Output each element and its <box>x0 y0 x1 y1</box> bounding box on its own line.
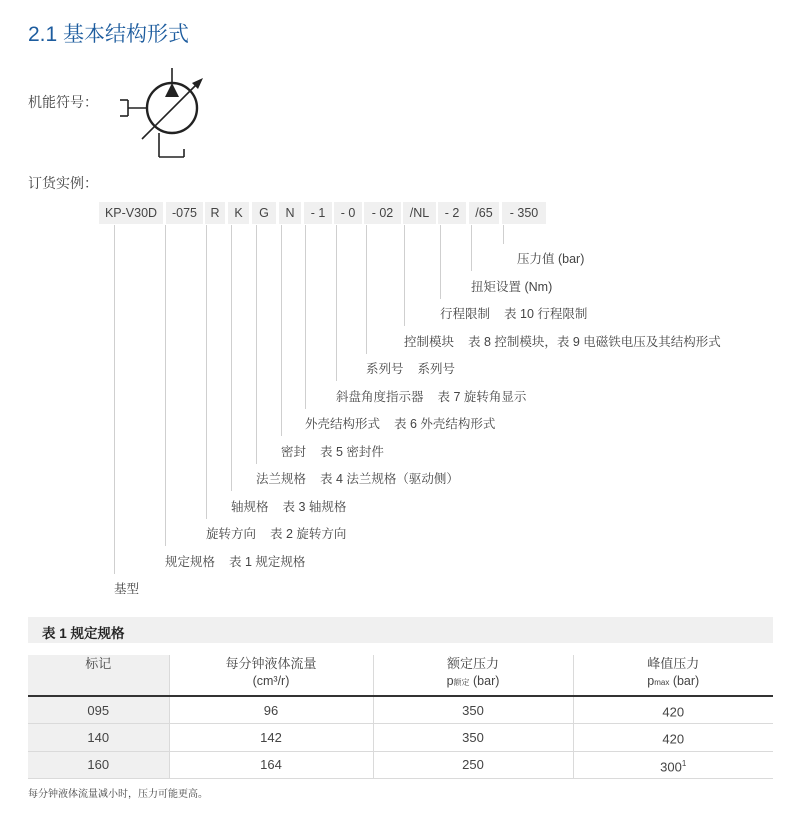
order-example-label: 订货实例： <box>28 175 98 191</box>
desc-control-module: 控制模块 表 8 控制模块，表 9 电磁铁电压及其结构形式 <box>404 335 721 349</box>
code-base: KP-V30D <box>99 202 163 224</box>
leader-line <box>281 225 282 436</box>
code-control: /NL <box>403 202 436 224</box>
desc-swashplate-indicator: 斜盘角度指示器 表 7 旋转角显示 <box>336 390 527 404</box>
code-rotation: R <box>205 202 225 224</box>
footnote: 每分钟液体流量减小时，压力可能更高。 <box>28 789 208 800</box>
cell-rated: 350 <box>373 696 573 724</box>
desc-torque: 扭矩设置 (Nm) <box>471 280 553 294</box>
cell-mark: 095 <box>28 696 169 724</box>
code-size: -075 <box>166 202 203 224</box>
header-rated-pressure: 额定压力 p额定 (bar) <box>373 655 573 696</box>
cell-peak: 420 <box>573 724 773 751</box>
cell-mark: 140 <box>28 724 169 751</box>
desc-flange: 法兰规格 表 4 法兰规格（驱动侧） <box>256 472 459 486</box>
table-row <box>28 724 773 751</box>
leader-line <box>165 225 166 546</box>
code-flange: G <box>252 202 276 224</box>
desc-base: 基型 <box>114 582 140 596</box>
cell-rated: 250 <box>373 751 573 778</box>
leader-line <box>404 225 405 326</box>
header-mark: 标记 <box>28 655 169 696</box>
desc-rotation: 旋转方向 表 2 旋转方向 <box>206 527 347 541</box>
cell-rated: 350 <box>373 724 573 751</box>
leader-line <box>366 225 367 354</box>
cell-flow: 164 <box>169 751 373 778</box>
leader-line <box>305 225 306 409</box>
spec-table <box>28 655 773 779</box>
desc-series: 系列号 系列号 <box>366 362 456 376</box>
symbol-label: 机能符号： <box>28 94 98 110</box>
table-title: 表 1 规定规格 <box>42 626 125 641</box>
cell-flow: 142 <box>169 724 373 751</box>
desc-size: 规定规格 表 1 规定规格 <box>165 555 306 569</box>
table-row <box>28 751 773 778</box>
cell-peak: $300^1$ <box>573 751 773 778</box>
table-row <box>28 696 773 724</box>
code-seal: N <box>279 202 301 224</box>
table-header-row <box>28 655 773 696</box>
code-pressure: - 350 <box>502 202 546 224</box>
section-title: 2.1 基本结构形式 <box>28 23 190 46</box>
code-shaft: K <box>228 202 249 224</box>
leader-line <box>256 225 257 464</box>
cell-mark: 160 <box>28 751 169 778</box>
code-series: - 02 <box>364 202 401 224</box>
code-stroke: - 2 <box>438 202 466 224</box>
code-indicator: - 0 <box>334 202 362 224</box>
table-title-bar <box>28 617 773 643</box>
leader-line <box>336 225 337 381</box>
desc-shaft: 轴规格 表 3 轴规格 <box>231 500 347 514</box>
cell-flow: 96 <box>169 696 373 724</box>
leader-line <box>440 225 441 299</box>
code-housing: - 1 <box>304 202 332 224</box>
leader-line <box>231 225 232 491</box>
cell-peak: 420 <box>573 696 773 724</box>
leader-line <box>471 225 472 271</box>
leader-line <box>503 225 504 244</box>
desc-pressure: 压力值 (bar) <box>517 252 585 266</box>
leader-line <box>114 225 115 574</box>
pump-symbol-icon <box>118 64 218 164</box>
desc-seal: 密封 表 5 密封件 <box>281 445 384 459</box>
leader-line <box>206 225 207 519</box>
header-flow: 每分钟液体流量 (cm³/r) <box>169 655 373 696</box>
code-torque: /65 <box>469 202 499 224</box>
desc-housing: 外壳结构形式 表 6 外壳结构形式 <box>305 417 496 431</box>
header-peak-pressure: 峰值压力 pmax (bar) <box>573 655 773 696</box>
desc-stroke-limit: 行程限制 表 10 行程限制 <box>440 307 588 321</box>
